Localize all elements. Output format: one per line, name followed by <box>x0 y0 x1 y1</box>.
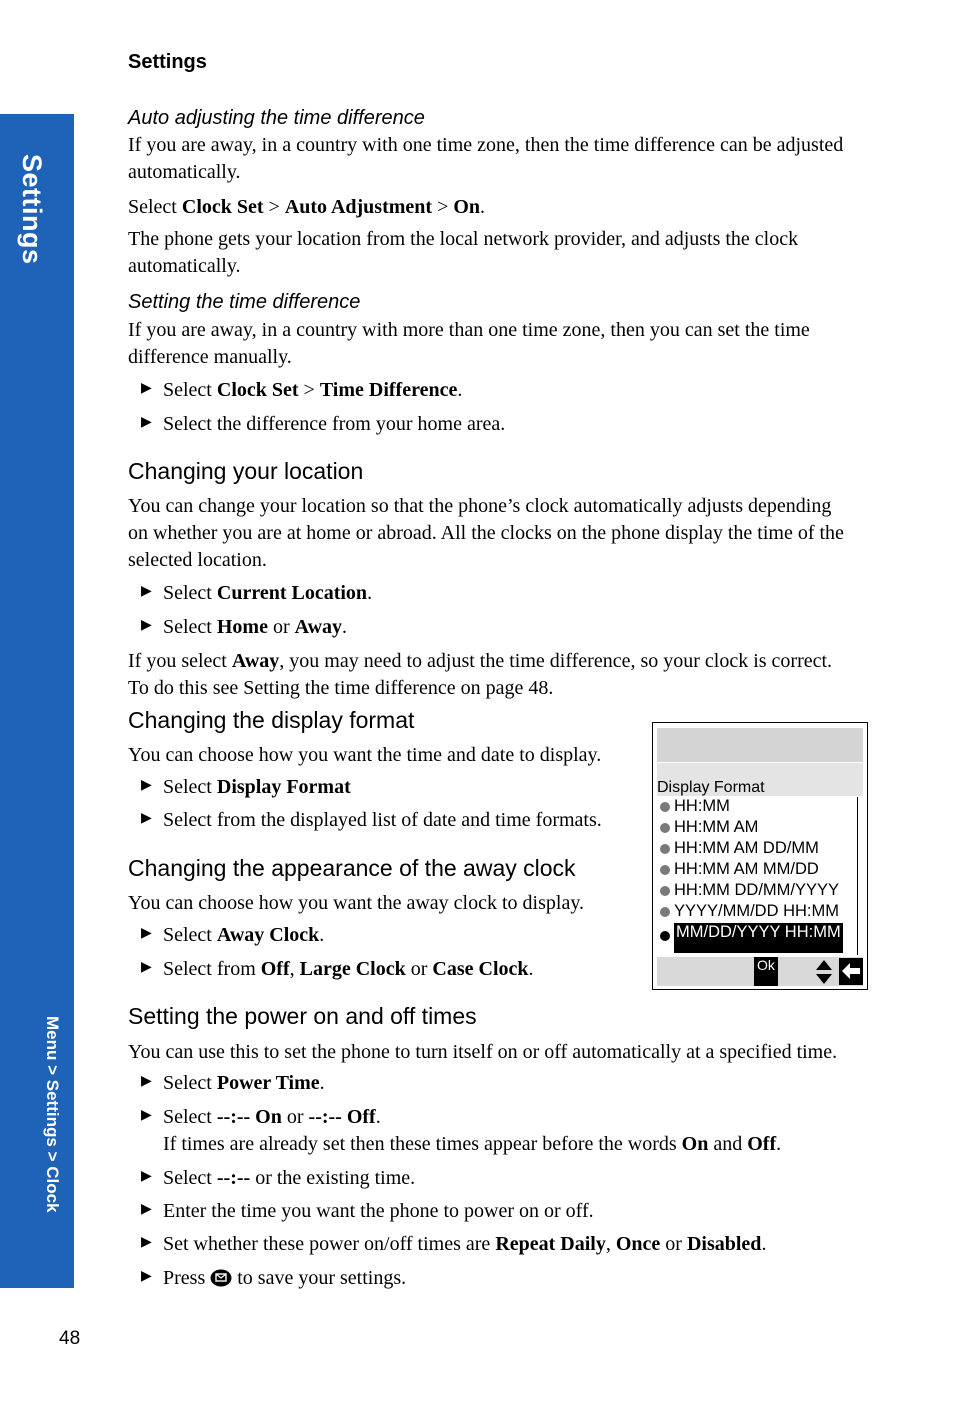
page-number: 48 <box>59 1328 81 1349</box>
bullet-note: If times are already set then these times appear before the words On and Off. <box>163 1133 782 1155</box>
bullet-item: ▶ Enter the time you want the phone to power on or off. <box>141 1200 594 1222</box>
heading-power-times: Setting the power on and off times <box>128 1003 477 1029</box>
bullet-arrow-icon: ▶ <box>141 1073 152 1089</box>
radio-icon <box>660 823 670 833</box>
subheading-auto-adjust: Auto adjusting the time difference <box>128 107 425 129</box>
paragraph: The phone gets your location from the local network provider, and adjusts the clock automatically. <box>128 228 799 277</box>
bullet-arrow-icon: ▶ <box>141 1107 152 1123</box>
bullet-item: ▶ Select Away Clock. <box>141 924 325 946</box>
bullet-arrow-icon: ▶ <box>141 959 152 975</box>
phone-status-bar <box>657 728 863 762</box>
heading-location: Changing your location <box>128 458 364 484</box>
sidebar-breadcrumb: Menu > Settings > Clock <box>43 1016 62 1213</box>
running-header: Settings <box>128 51 207 73</box>
format-option[interactable]: HH:MM <box>657 797 857 818</box>
paragraph: You can choose how you want the away clock to display. <box>128 892 585 914</box>
paragraph: If you select Away, you may need to adjust the time difference, so your clock is correct. To do this see Setting the time difference on page 48. <box>128 650 833 699</box>
bullet-item: ▶ Select from Off, Large Clock or Case Clock. <box>141 958 534 980</box>
sidebar-title: Settings <box>17 154 47 265</box>
ok-softkey[interactable]: Ok <box>754 957 778 986</box>
bullet-item: ▶ Select from the displayed list of date and time formats. <box>141 809 602 831</box>
radio-icon <box>660 886 670 896</box>
bullet-arrow-icon: ▶ <box>141 414 152 430</box>
bullet-arrow-icon: ▶ <box>141 380 152 396</box>
radio-icon <box>660 802 670 812</box>
format-option[interactable]: HH:MM AM MM/DD <box>657 860 857 881</box>
bullet-item: ▶ Set whether these power on/off times are Repeat Daily, Once or Disabled. <box>141 1233 767 1255</box>
bullet-item: ▶ Select --:-- or the existing time. <box>141 1167 416 1189</box>
instruction-line: Select Clock Set > Auto Adjustment > On. <box>128 196 486 218</box>
radio-icon <box>660 844 670 854</box>
phone-screen-title: Display Format <box>657 779 765 796</box>
bullet-arrow-icon: ▶ <box>141 1268 152 1284</box>
bullet-arrow-icon: ▶ <box>141 1234 152 1250</box>
bullet-arrow-icon: ▶ <box>141 617 152 633</box>
sidebar-band <box>0 114 74 1288</box>
bullet-arrow-icon: ▶ <box>141 810 152 826</box>
bullet-item: ▶ Select Home or Away. <box>141 616 348 638</box>
bullet-arrow-icon: ▶ <box>141 1168 152 1184</box>
bullet-item: ▶ Select Clock Set > Time Difference. <box>141 379 463 401</box>
bullet-arrow-icon: ▶ <box>141 925 152 941</box>
heading-away-clock: Changing the appearance of the away clock <box>128 855 576 881</box>
bullet-arrow-icon: ▶ <box>141 583 152 599</box>
paragraph: If you are away, in a country with one time zone, then the time difference can be adjusted automatically. <box>128 134 844 183</box>
bullet-item: ▶ Select Power Time. <box>141 1072 325 1094</box>
paragraph: You can use this to set the phone to turn itself on or off automatically at a specified time. <box>128 1041 838 1063</box>
bullet-arrow-icon: ▶ <box>141 777 152 793</box>
subheading-set-difference: Setting the time difference <box>128 291 361 313</box>
bullet-item: ▶ Select Display Format <box>141 776 351 798</box>
back-arrow-icon[interactable] <box>839 958 863 985</box>
phone-screen-illustration <box>652 722 868 990</box>
paragraph: If you are away, in a country with more than one time zone, then you can set the time difference manually. <box>128 319 810 368</box>
up-down-arrows-icon[interactable] <box>815 959 833 985</box>
bullet-arrow-icon: ▶ <box>141 1201 152 1217</box>
radio-icon <box>660 931 670 941</box>
format-option[interactable]: YYYY/MM/DD HH:MM <box>657 902 857 923</box>
heading-display-format: Changing the display format <box>128 707 415 733</box>
softkey-bar <box>657 957 863 986</box>
radio-icon <box>660 907 670 917</box>
format-option[interactable]: HH:MM DD/MM/YYYY <box>657 881 857 902</box>
paragraph: You can change your location so that the phone’s clock automatically adjusts depending on whether you are at home or abroad. All the clocks on the phone display the time of the selected location. <box>128 495 844 571</box>
bullet-item: ▶ Select Current Location. <box>141 582 373 604</box>
format-option-selected[interactable]: MM/DD/YYYY HH:MM <box>657 923 857 953</box>
bullet-item: ▶ Press to save your settings. <box>141 1267 407 1289</box>
bullet-item: ▶ Select the difference from your home area. <box>141 413 506 435</box>
paragraph: You can choose how you want the time and date to display. <box>128 744 602 766</box>
menu-key-icon <box>210 1269 232 1287</box>
format-option[interactable]: HH:MM AM DD/MM <box>657 839 857 860</box>
format-option-list <box>657 797 858 955</box>
radio-icon <box>660 865 670 875</box>
bullet-item: ▶ Select --:-- On or --:-- Off. <box>141 1106 381 1128</box>
format-option[interactable]: HH:MM AM <box>657 818 857 839</box>
